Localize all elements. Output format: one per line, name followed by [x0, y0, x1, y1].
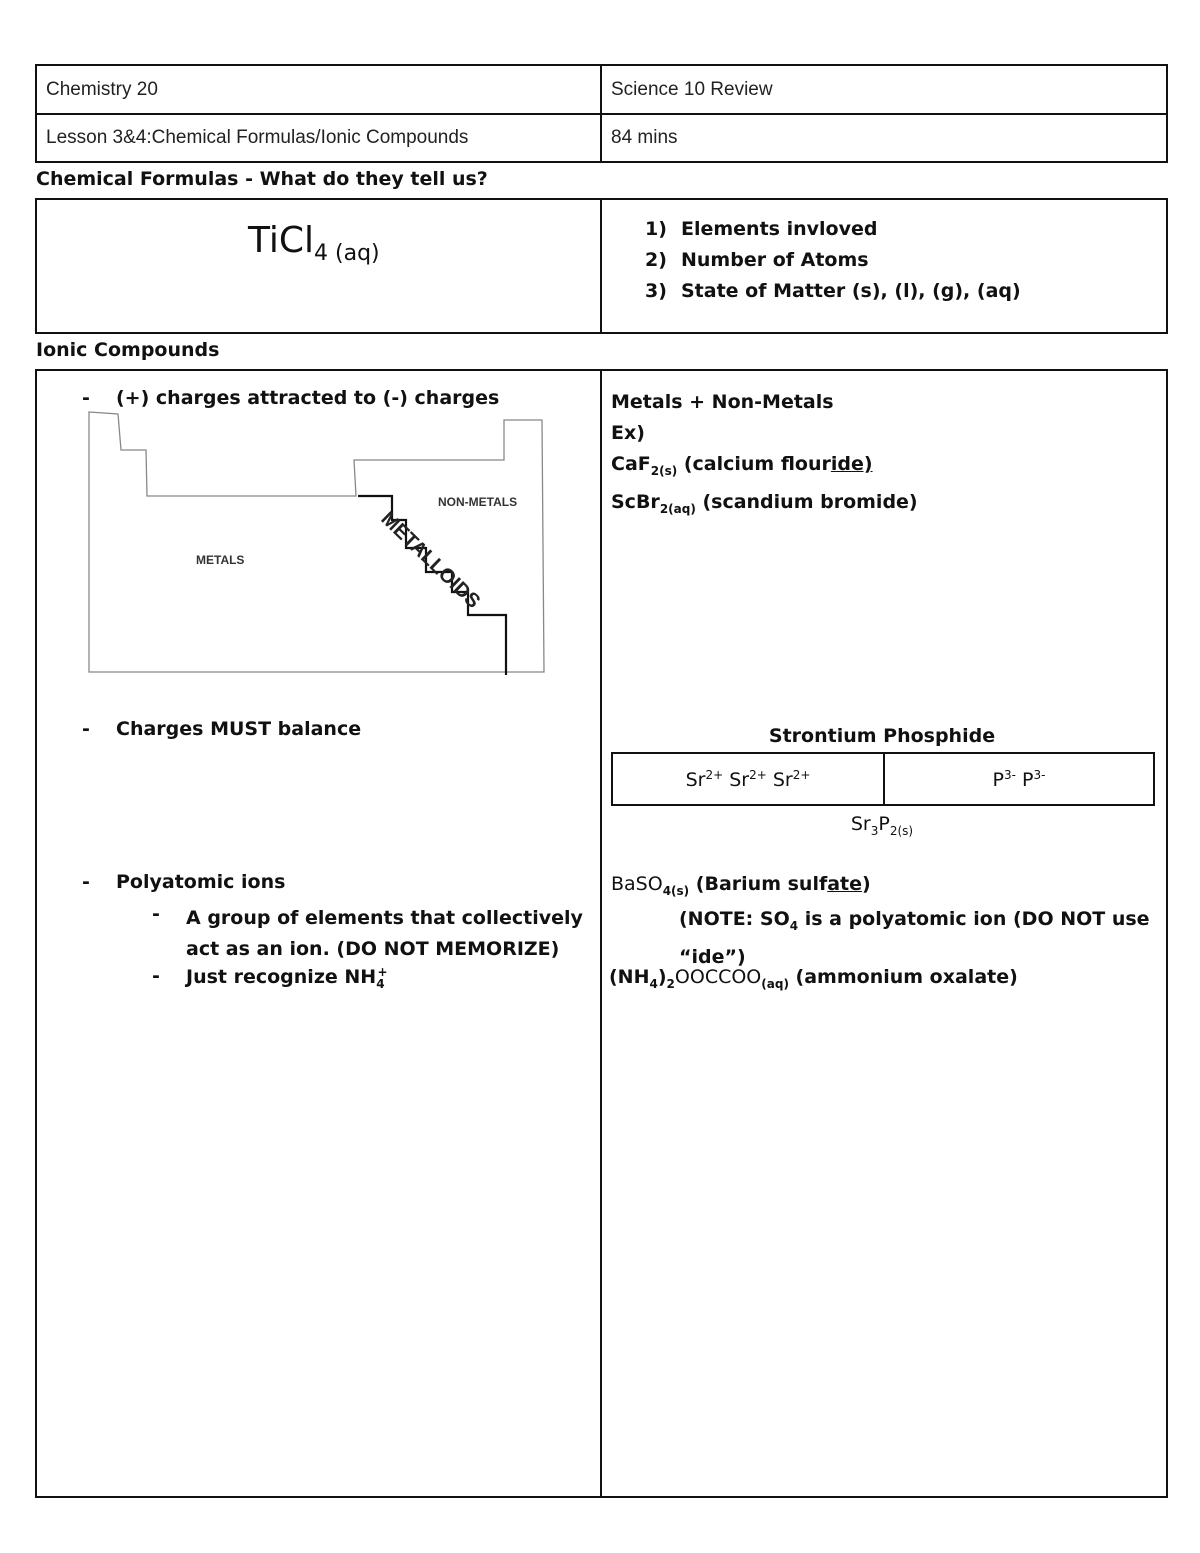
scbr-name: (scandium bromide)	[702, 491, 918, 513]
definition-line1: A group of elements that collectively	[186, 907, 583, 929]
metalloids-label: METALLOIDS	[376, 507, 485, 613]
list-text: Elements invloved	[681, 218, 878, 240]
ammonium-oxalate-example	[609, 966, 1018, 991]
ex-label: Ex)	[611, 422, 645, 444]
note-line2: “ide”)	[679, 946, 746, 968]
bullet-charges-balance: Charges MUST balance	[116, 718, 362, 740]
nh4-sub: 4	[376, 977, 385, 991]
metals-label: METALS	[196, 553, 245, 567]
list-item	[645, 214, 1021, 245]
table-outline	[89, 412, 544, 672]
formulas-heading: Chemical Formulas - What do they tell us?	[36, 168, 488, 190]
ticl4-main: TiCl	[248, 220, 315, 261]
sub-bullet-dash: -	[152, 965, 160, 987]
list-num: 1)	[645, 218, 667, 240]
ticl4-formula	[248, 220, 380, 266]
baso4-name-suffix: ate	[827, 873, 863, 895]
ticl4-sub: 4 (aq)	[314, 241, 380, 266]
bullet-dash: -	[82, 718, 90, 740]
caf-name: (calcium flour	[683, 453, 831, 475]
list-item	[645, 245, 1021, 276]
course-title: Chemistry 20	[46, 79, 158, 100]
sr-ion: Sr	[685, 769, 706, 791]
lesson-title: Lesson 3&4:Chemical Formulas/Ionic Compounds	[46, 127, 469, 148]
p-ions	[885, 768, 1153, 791]
note-post: is a polyatomic ion (DO NOT use	[798, 908, 1150, 930]
p-ion: P	[1022, 769, 1034, 791]
ionic-divider	[600, 369, 602, 1498]
sr-ions	[613, 768, 883, 791]
sr3p2-sub1: 3	[870, 824, 879, 838]
list-text: Number of Atoms	[681, 249, 869, 271]
sr-ion: Sr	[772, 769, 793, 791]
caf-sub: 2(s)	[650, 464, 678, 478]
scbr-formula: ScBr	[611, 491, 660, 513]
nh4-sup: +	[377, 965, 388, 979]
amm-pre: (NH	[609, 966, 650, 988]
p-charge: 3-	[1033, 768, 1046, 782]
sr-charge: 2+	[792, 768, 811, 782]
sr3p2-formula	[611, 813, 1153, 838]
sub-bullet-dash: -	[152, 903, 160, 925]
sr3p2-p: P	[878, 813, 890, 835]
scbr-sub: 2(aq)	[659, 502, 696, 516]
ionic-heading: Ionic Compounds	[36, 339, 220, 361]
metals-nonmetals-title	[611, 387, 918, 525]
baso4-formula: BaSO	[611, 873, 663, 895]
caf-name-suffix: ide)	[830, 453, 873, 475]
baso4-example	[611, 873, 871, 898]
bullet-charges-attract: (+) charges attracted to (-) charges	[116, 387, 500, 409]
scbr-example	[611, 487, 918, 525]
amm-sub1: 4	[649, 977, 658, 991]
sr-charge: 2+	[705, 768, 724, 782]
nh4-text: Just recognize NH	[186, 966, 377, 988]
bullet-dash: -	[82, 871, 90, 893]
p-charge: 3-	[1004, 768, 1016, 782]
caf-example	[611, 449, 918, 487]
strontium-phosphide-title: Strontium Phosphide	[768, 725, 996, 747]
baso4-sub: 4(s)	[662, 884, 690, 898]
baso4-name-close: )	[862, 873, 871, 895]
bullet-polyatomic: Polyatomic ions	[116, 871, 286, 893]
lesson-duration: 84 mins	[611, 127, 678, 148]
list-num: 3)	[645, 280, 667, 302]
formula-info-list	[645, 214, 1021, 307]
list-item	[645, 276, 1021, 307]
amm-name: (ammonium oxalate)	[795, 966, 1018, 988]
header-divider-h	[35, 113, 1168, 115]
note-sub: 4	[789, 919, 799, 933]
amm-formula: OOCCOO	[674, 966, 762, 988]
sr3p2-sr: Sr	[850, 813, 871, 835]
baso4-name: (Barium sulf	[695, 873, 828, 895]
formulas-divider	[600, 198, 602, 334]
sub-bullet-nh4	[186, 965, 388, 991]
nonmetals-label: NON-METALS	[438, 495, 518, 509]
caf-formula: CaF	[611, 453, 651, 475]
amm-mid: )	[657, 966, 667, 988]
note-line1	[679, 904, 1150, 942]
sr-charge: 2+	[749, 768, 767, 782]
list-num: 2)	[645, 249, 667, 271]
definition-line2: act as an ion. (DO NOT MEMORIZE)	[186, 938, 560, 960]
amm-sub2: 2	[666, 977, 675, 991]
amm-sub3: (aq)	[761, 977, 789, 991]
sr-ion: Sr	[729, 769, 750, 791]
list-text: State of Matter (s), (l), (g), (aq)	[681, 280, 1021, 302]
sub-bullet-definition	[186, 903, 583, 965]
unit-title: Science 10 Review	[611, 79, 773, 100]
polyatomic-note	[679, 904, 1150, 973]
note-pre: (NOTE: SO	[679, 908, 790, 930]
bullet-dash: -	[82, 387, 90, 409]
periodic-table-diagram	[86, 410, 548, 680]
sr3p2-sub2: 2(s)	[889, 824, 914, 838]
p-ion: P	[992, 769, 1004, 791]
right-title: Metals + Non-Metals	[611, 391, 834, 413]
